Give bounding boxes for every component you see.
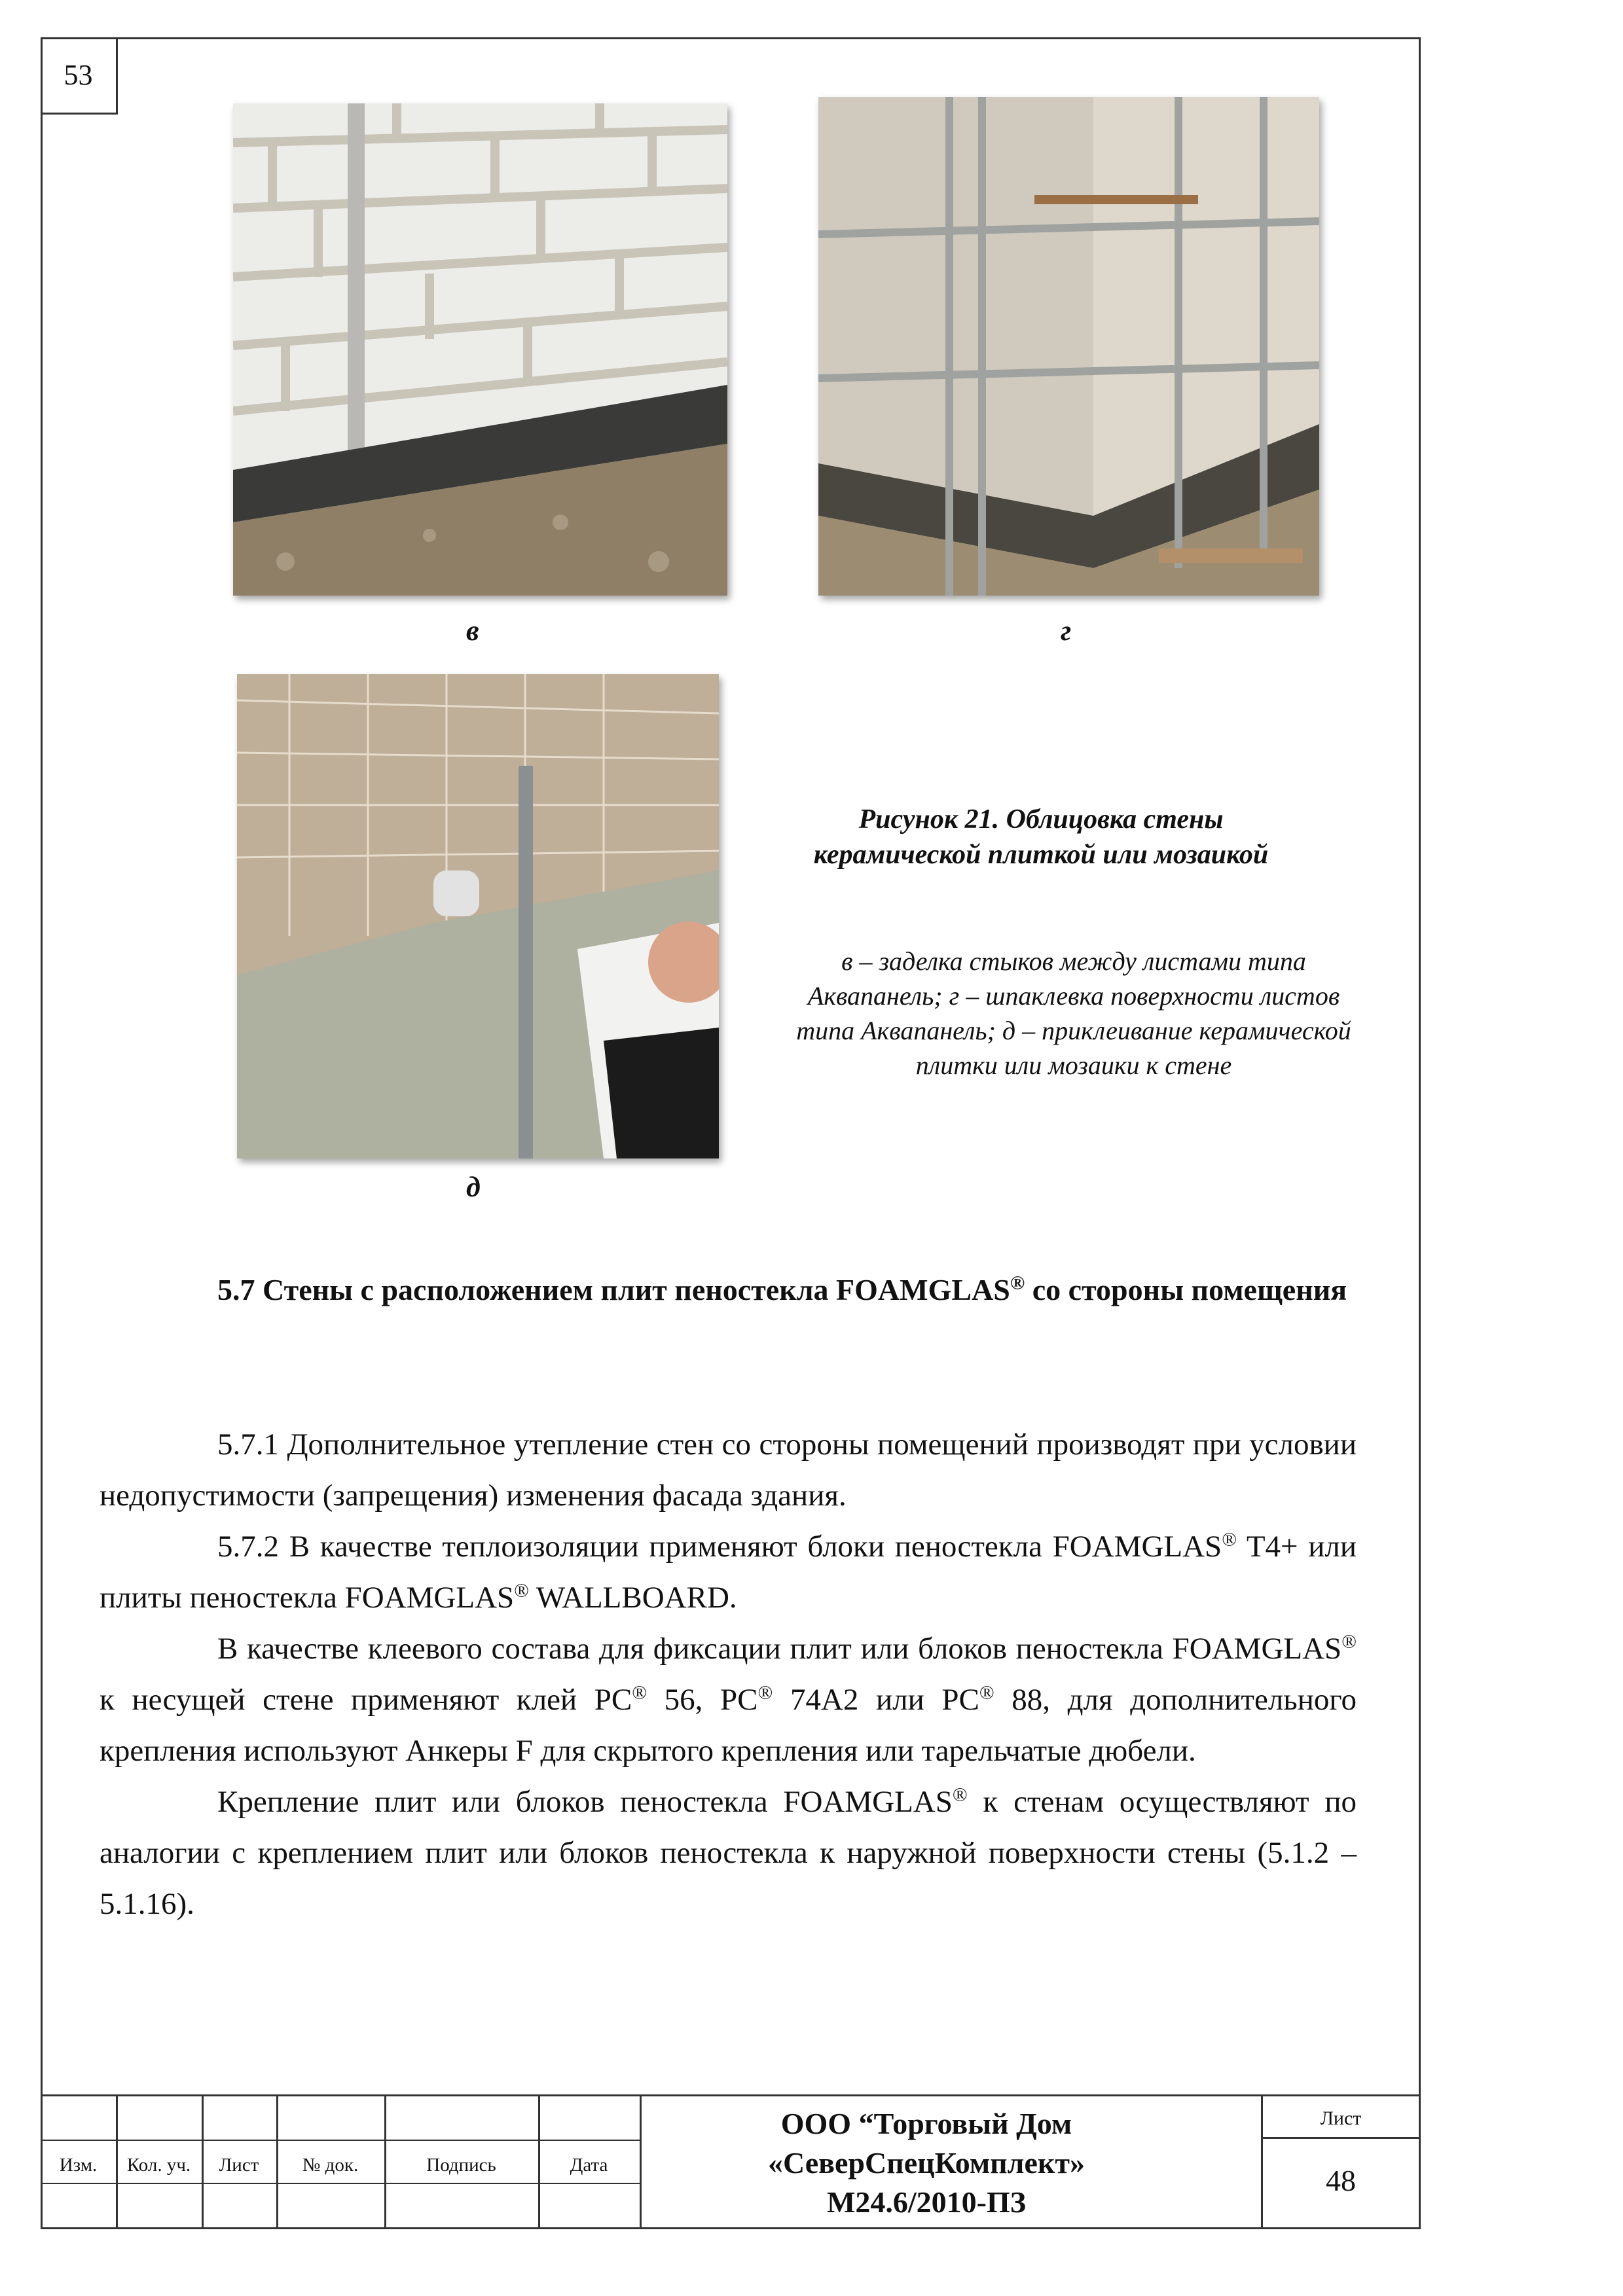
stamp-label-count: Кол. уч. — [126, 2155, 191, 2176]
paragraph-5-7-2: 5.7.2 В качестве теплоизоляции применяют блоки пеностекла FOAMGLAS® T4+ или плиты пеностекла FOAMGLAS® WALLBOARD. — [100, 1528, 1357, 1615]
photo-d-tiling-worker — [237, 674, 719, 1158]
company-name: ООО “Торговый Дом «СеверСпецКомплект» М24.6/2010-ПЗ — [767, 2107, 1085, 2219]
body-text — [100, 1419, 1357, 1929]
corner-page-number: 53 — [41, 37, 118, 115]
photo-g-scaffolding — [818, 97, 1319, 596]
paragraph-adhesive: В качестве клеевого состава для фиксации плит или блоков пеностекла FOAMGLAS® к несущей стене применяют клей PC® 56, PC® 74A2 или PC® 88, для дополнительного крепления используют Анкеры F для скрытого крепления или тарельчатые дюбели. — [100, 1630, 1357, 1768]
figure-caption-text: в – заделка стыков между листами типа Аквапанель; г – шпаклевка поверхности листов типа Аквапанель; д – приклеивание керамической плитки или мозаики к стене — [796, 946, 1351, 1080]
paragraph-fixing: Крепление плит или блоков пеностекла FOAMGLAS® к стенам осуществляют по аналогии с креплением плит или блоков пеностекла к наружной поверхности стены (5.1.2 – 5.1.16). — [100, 1784, 1357, 1921]
sheet-label: Лист — [1320, 2108, 1362, 2129]
sheet-number: 48 — [1326, 2164, 1356, 2197]
stamp-label-sheet: Лист — [219, 2155, 259, 2176]
figure-label-d: д — [466, 1171, 481, 1203]
figure-label-v: в — [466, 615, 479, 647]
stamp-label-change: Изм. — [59, 2155, 98, 2176]
stamp-label-signature: Подпись — [426, 2155, 496, 2176]
stamp-label-doc: № док. — [302, 2155, 359, 2176]
figure-label-g: г — [1061, 615, 1072, 647]
figure-caption-title: Рисунок 21. Облицовка стены керамической плиткой или мозаикой — [813, 804, 1269, 870]
paragraph-5-7-1: 5.7.1 Дополнительное утепление стен со стороны помещений производят при условии недопустимости (запрещения) изменения фасада здания. — [100, 1427, 1357, 1513]
section-heading: 5.7 Стены с расположением плит пеностекла FOAMGLAS® со стороны помещения — [217, 1272, 1347, 1306]
stamp-label-date: Дата — [570, 2155, 608, 2176]
photo-v-block-wall — [233, 103, 727, 596]
